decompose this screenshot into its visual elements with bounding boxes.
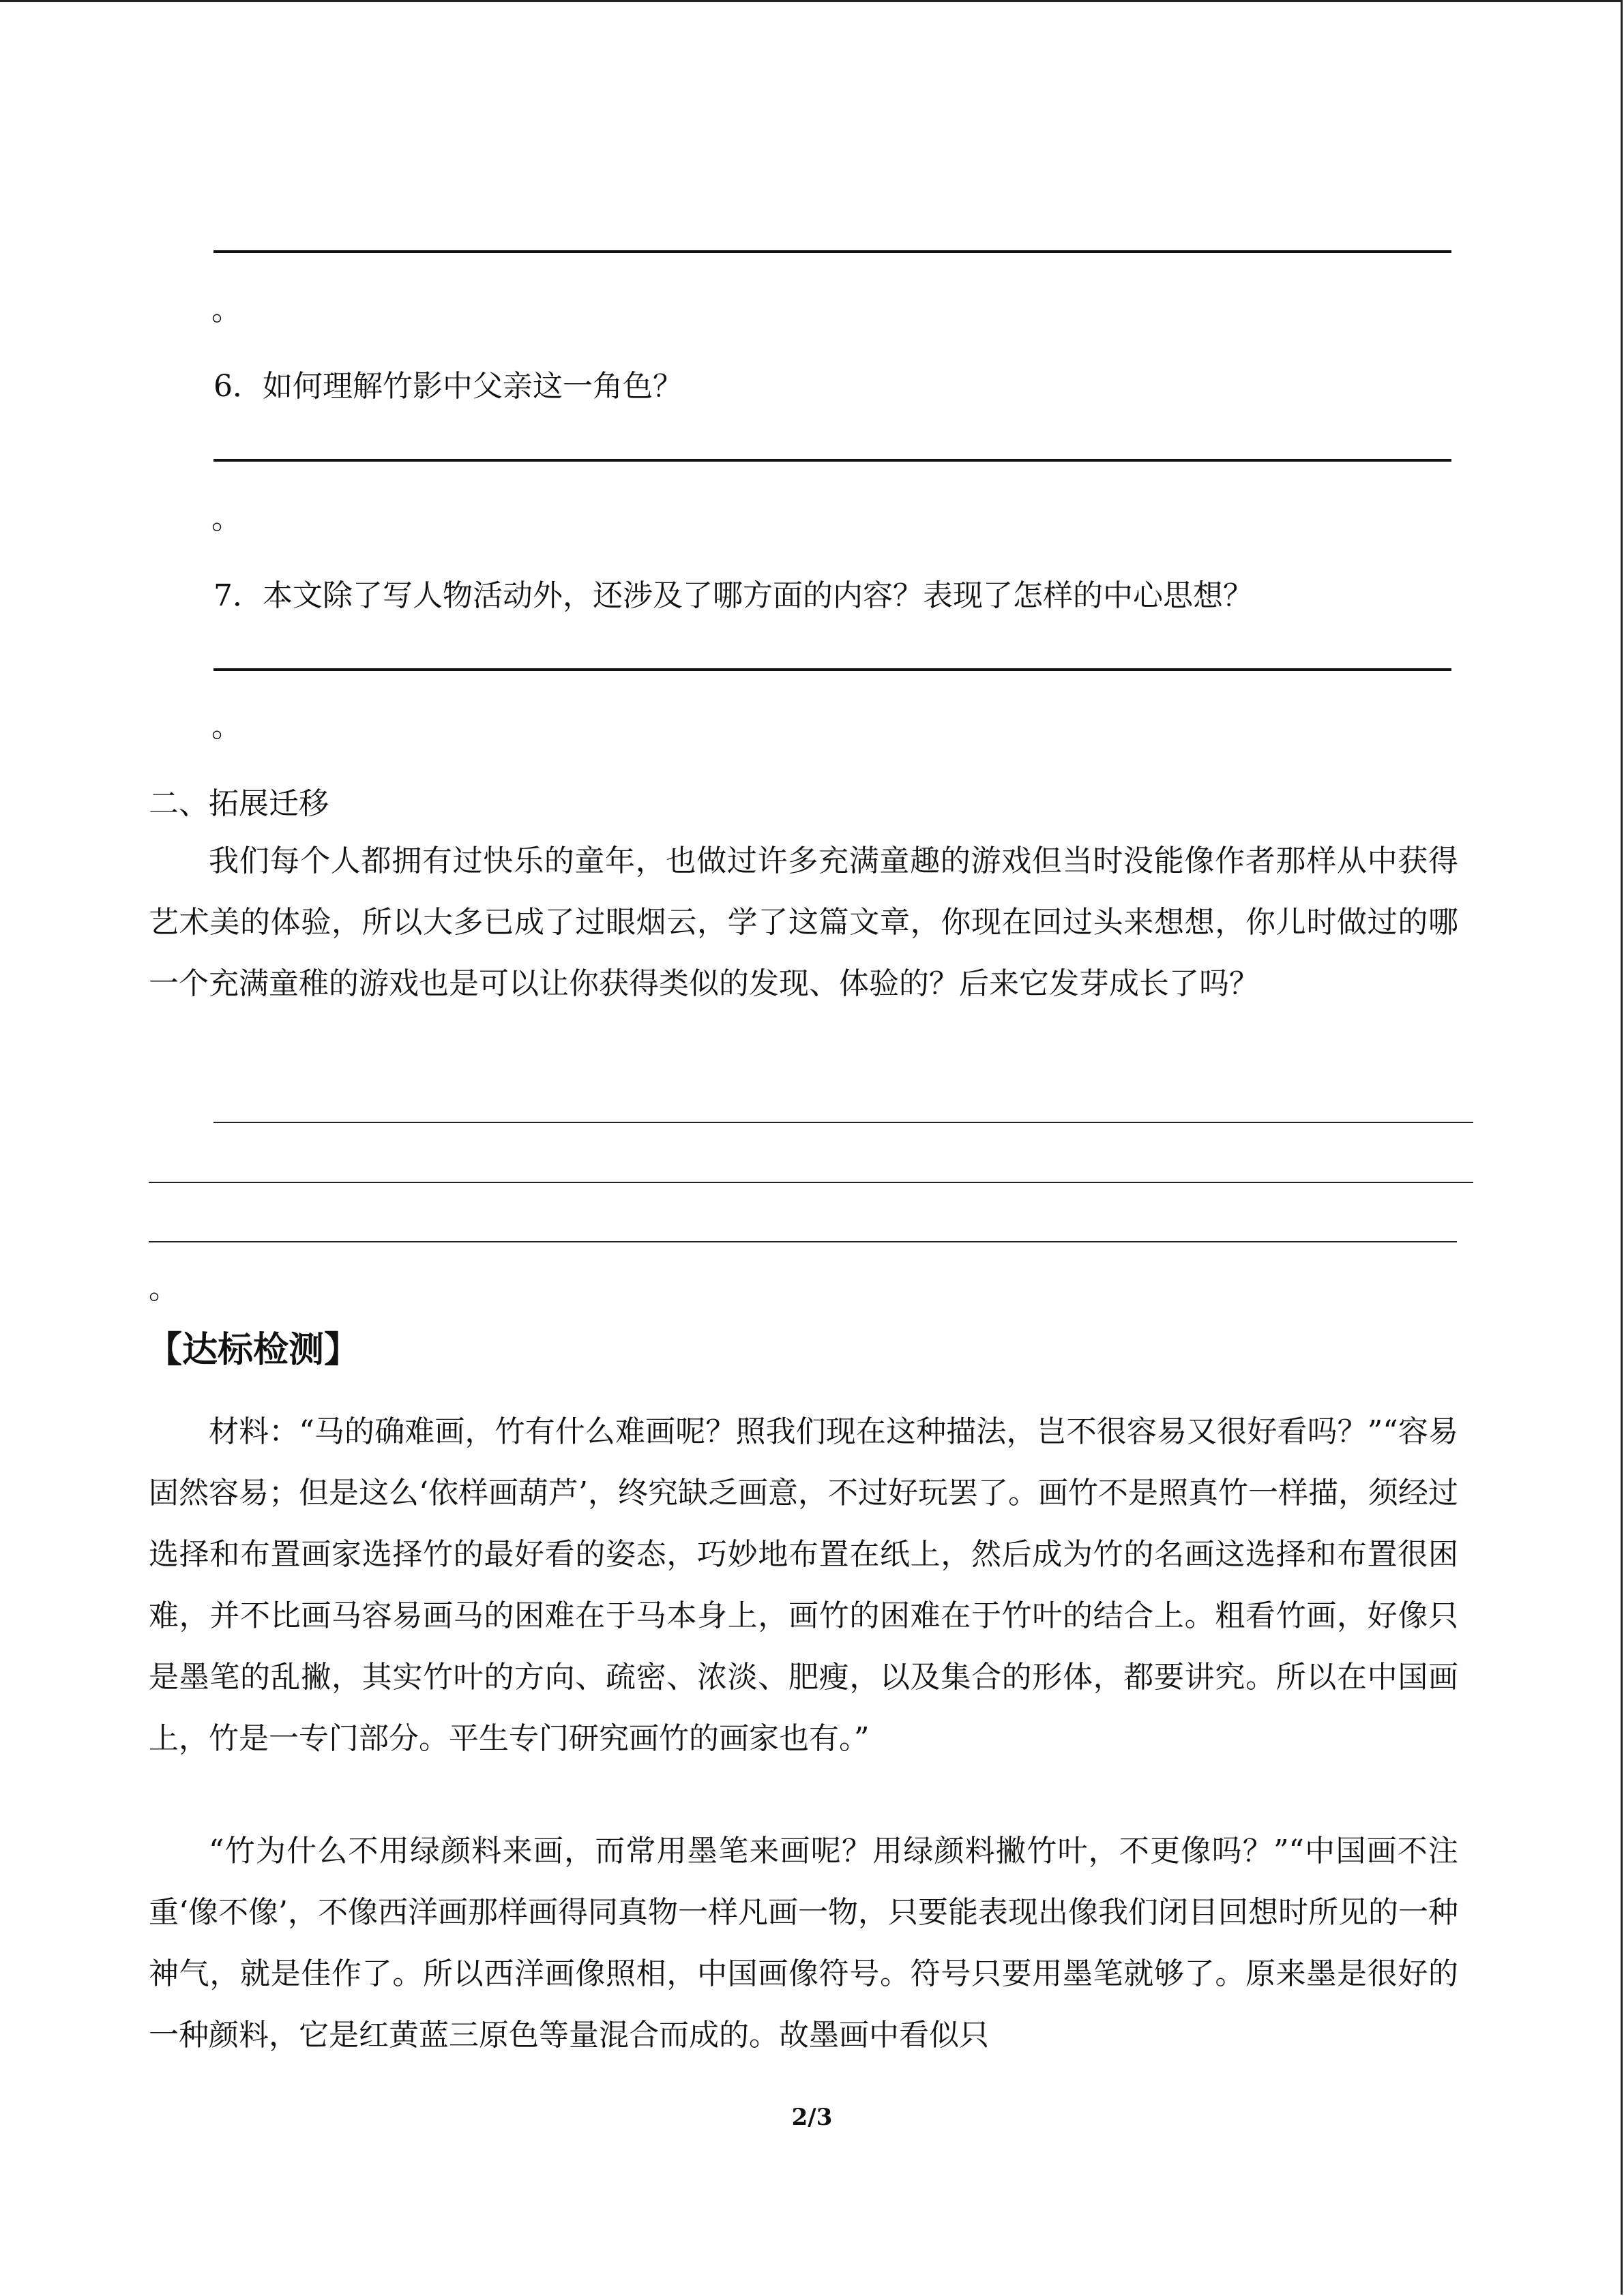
period-q7: 。 — [211, 709, 241, 744]
answer-line-q7[interactable] — [213, 668, 1451, 671]
question-6: 6．如何理解竹影中父亲这一角色？ — [213, 369, 683, 404]
answer-line-extension-1[interactable] — [213, 1122, 1473, 1123]
period-extension: 。 — [149, 1271, 179, 1306]
period-q6: 。 — [211, 501, 241, 536]
extension-paragraph: 我们每个人都拥有过快乐的童年，也做过许多充满童趣的游戏但当时没能像作者那样从中获得艺术美的体验，所以大多已成了过眼烟云，学了这篇文章，你现在回过头来想想，你儿时做过的哪一个充满童稚的游戏也是可以让你获得类似的发现、体验的？后来它发芽成长了吗？ — [149, 844, 1458, 1001]
assessment-paragraph-1: 材料：“马的确难画，竹有什么难画呢？照我们现在这种描法，岂不很容易又很好看吗？”“容易固然容易；但是这么‘依样画葫芦’，终究缺乏画意，不过好玩罢了。画竹不是照真竹一样描，须经过选择和布置画家选择竹的最好看的姿态，巧妙地布置在纸上，然后成为竹的名画这选择和布置很困难，并不比画马容易画马的困难在于马本身上，画竹的困难在于竹叶的结合上。粗看竹画，好像只是墨笔的乱撇，其实竹叶的方向、疏密、浓淡、肥瘦，以及集合的形体，都要讲究。所以在中国画上，竹是一专门部分。平生专门研究画竹的画家也有。” — [149, 1414, 1458, 1756]
answer-line-extension-3[interactable] — [149, 1241, 1457, 1242]
question-7: 7．本文除了写人物活动外，还涉及了哪方面的内容？表现了怎样的中心思想？ — [213, 578, 1253, 613]
period-q5: 。 — [211, 293, 241, 327]
section-title-assessment: 【达标检测】 — [147, 1330, 360, 1371]
answer-line-q5[interactable] — [213, 250, 1451, 253]
assessment-paragraph-2: “竹为什么不用绿颜料来画，而常用墨笔来画呢？用绿颜料撇竹叶，不更像吗？”“中国画不注重‘像不像’，不像西洋画那样画得同真物一样凡画一物，只要能表现出像我们闭目回想时所见的一种神气，就是佳作了。所以西洋画像照相，中国画像符号。符号只要用墨笔就够了。原来墨是很好的一种颜料，它是红黄蓝三原色等量混合而成的。故墨画中看似只 — [149, 1834, 1458, 2053]
answer-line-extension-2[interactable] — [149, 1182, 1473, 1183]
section-title-extension: 二、拓展迁移 — [149, 786, 329, 821]
answer-line-q6[interactable] — [213, 459, 1451, 462]
page-number: 2/3 — [791, 2104, 833, 2131]
